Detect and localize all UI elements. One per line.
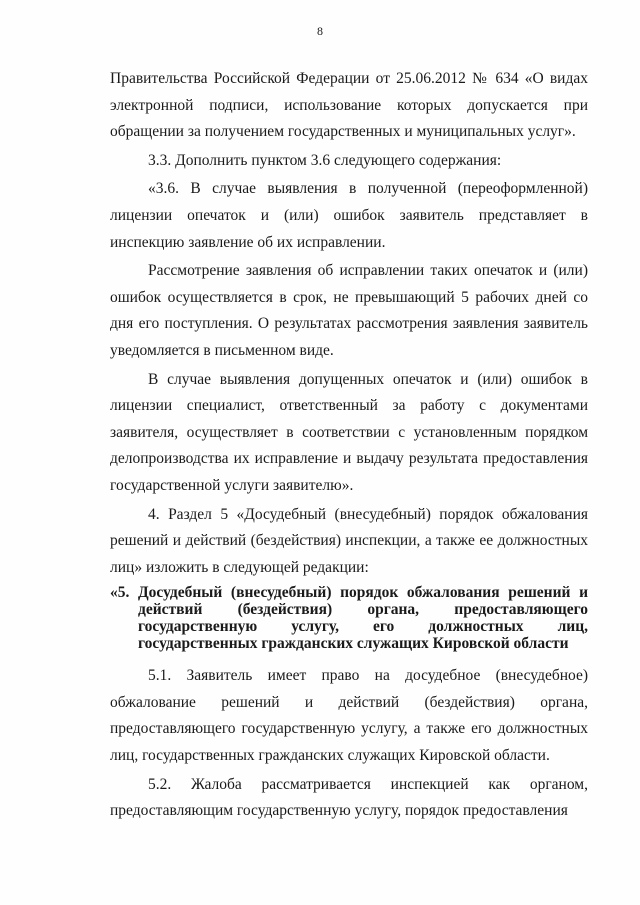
paragraph-5-2: 5.2. Жалоба рассматривается инспекцией как органом, предоставляющим государственную услугу, порядок предоставления	[110, 775, 588, 820]
section-5-number: «5.	[110, 584, 130, 602]
section-5-heading	[110, 584, 588, 652]
document-body	[110, 66, 588, 825]
page-number: 8	[317, 24, 323, 38]
paragraph-1: Правительства Российской Федерации от 25.06.2012 № 634 «О видах электронной подписи, использование которых допускается при обращении за получением государственных и муниципальных услуг».	[110, 70, 588, 141]
paragraph-3-3: 3.3. Дополнить пунктом 3.6 следующего содержания:	[148, 151, 502, 169]
paragraph-5-1: 5.1. Заявитель имеет право на досудебное (внесудебное) обжалование решений и действий (бездействия) органа, предоставляющего государственную услугу, а также его должностных лиц, государственных гражданских служащих Кировской области.	[110, 667, 588, 765]
paragraph-correction: В случае выявления допущенных опечаток и (или) ошибок в лицензии специалист, ответственный за работу с документами заявителя, осуществляет в соответствии с установленным порядком делопроизводства их исправление и выдачу результата предоставления государственной услуги заявителю».	[110, 370, 588, 494]
paragraph-3-6: «3.6. В случае выявления в полученной (переоформленной) лицензии опечаток и (или) ошибок заявитель представляет в инспекцию заявление об их исправлении.	[110, 180, 588, 251]
section-5-title: Досудебный (внесудебный) порядок обжалования решений и действий (бездействия) органа, предоставляющего государственную услугу, его должностных лиц, государственных гражданских служащих Кировской области	[138, 584, 588, 653]
paragraph-review: Рассмотрение заявления об исправлении таких опечаток и (или) ошибок осуществляется в срок, не превышающий 5 рабочих дней со дня его поступления. О результатах рассмотрения заявления заявитель уведомляется в письменном виде.	[110, 262, 588, 359]
paragraph-4: 4. Раздел 5 «Досудебный (внесудебный) порядок обжалования решений и действий (бездействия) инспекции, а также ее должностных лиц» изложить в следующей редакции:	[110, 505, 588, 576]
